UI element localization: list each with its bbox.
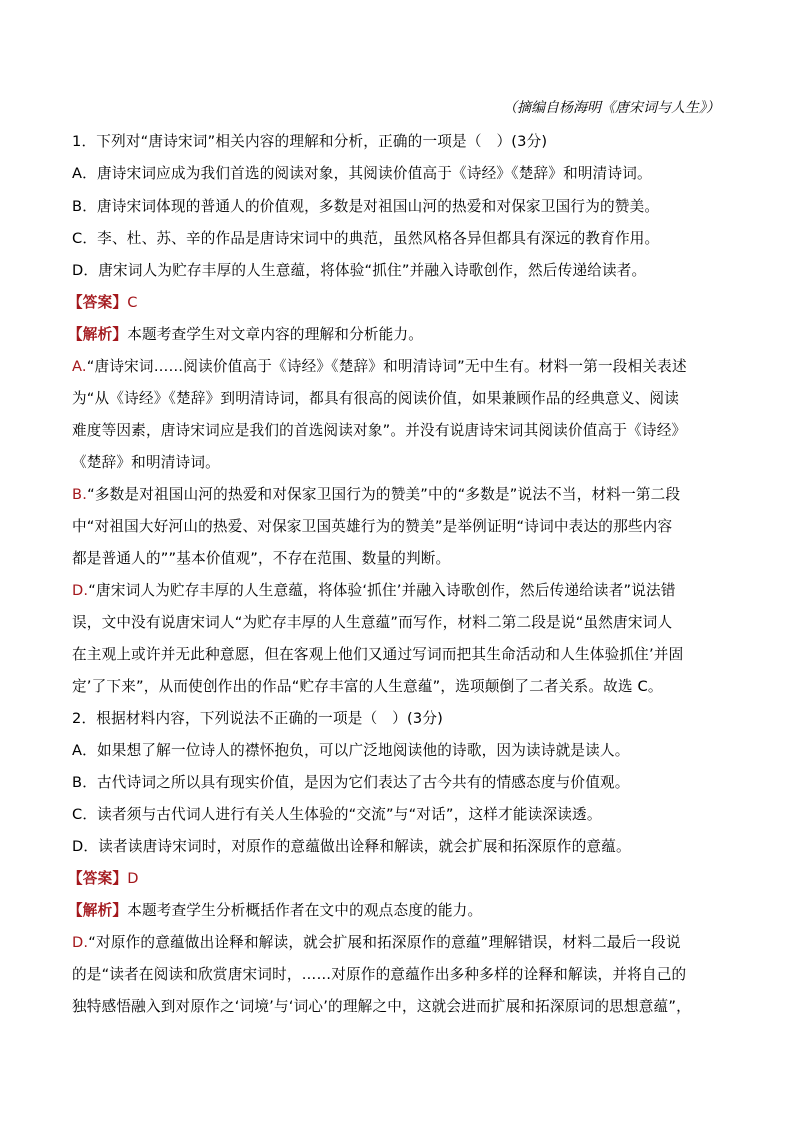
source-citation: （摘编自杨海明《唐宋词与人生》） <box>503 100 720 116</box>
q1-option-d: D．唐宋词人为贮存丰厚的人生意蕴，将体验“抓住”并融入诗歌创作，然后传递给读者。 <box>72 262 647 279</box>
q2-explain-d-line: 的是“读者在阅读和欣赏唐宋词时，……对原作的意蕴作出多种多样的诠释和解读，并将自己的 <box>72 966 687 983</box>
answer-tag: 【答案】 <box>68 294 128 311</box>
analysis-text: 本题考查学生分析概括作者在文中的观点态度的能力。 <box>127 902 483 919</box>
option-label: D. <box>72 934 89 951</box>
q1-explain-a-line <box>72 357 687 377</box>
analysis-tag: 【解析】 <box>68 326 128 343</box>
q1-explain-a-line: 难度等因素，唐诗宋词应是我们的首选阅读对象”。并没有说唐诗宋词其阅读价值高于《诗经》 <box>72 422 687 439</box>
q1-explain-b-line: 都是普通人的””基本价值观”，不存在范围、数量的判断。 <box>72 550 451 567</box>
q2-option-c: C．读者须与古代词人进行有关人生体验的“交流”与“对话”，这样才能读深读透。 <box>72 806 602 823</box>
q2-answer <box>68 869 139 889</box>
q1-explain-d-line: 定’了下来”，从而使创作出的作品“贮存丰富的人生意蕴”，选项颠倒了二者关系。故选 C。 <box>72 678 663 695</box>
q2-explain-d-line: 独特感悟融入到对原作之‘词境’与‘词心’的理解之中，这就会进而扩展和拓深原词的思想意蕴”， <box>72 998 691 1015</box>
q1-explain-d-line: 在主观上或许并无此种意愿，但在客观上他们又通过写词而把其生命活动和人生体验抓住’并固 <box>72 646 684 663</box>
q1-option-a: A．唐诗宋词应成为我们首选的阅读对象，其阅读价值高于《诗经》《楚辞》和明清诗词。 <box>72 165 652 182</box>
explain-text: “多数是对祖国山河的热爱和对保家卫国行为的赞美”中的“多数是”说法不当，材料一第二段 <box>87 486 681 503</box>
answer-value: C <box>127 294 138 311</box>
explain-text: “对原作的意蕴做出诠释和解读，就会扩展和拓深原作的意蕴”理解错误，材料二最后一段说 <box>88 934 681 951</box>
option-label: A. <box>72 358 87 375</box>
option-label: D. <box>72 582 89 599</box>
q2-option-d: D．读者读唐诗宋词时，对原作的意蕴做出诠释和解读，就会扩展和拓深原作的意蕴。 <box>72 838 631 855</box>
explain-text: “唐诗宋词……阅读价值高于《诗经》《楚辞》和明清诗词”无中生有。材料一第一段相关表述 <box>86 358 687 375</box>
q2-option-b: B．古代诗词之所以具有现实价值，是因为它们表达了古今共有的情感态度与价值观。 <box>72 774 630 791</box>
analysis-tag: 【解析】 <box>68 902 128 919</box>
q1-explain-d-line <box>72 581 676 601</box>
answer-tag: 【答案】 <box>68 870 128 887</box>
question-2: 2．根据材料内容，下列说法不正确的一项是（ ）(3分) <box>72 710 444 727</box>
explain-text: “唐宋词人为贮存丰厚的人生意蕴，将体验‘抓住’并融入诗歌创作，然后传递给读者”说法错 <box>88 582 676 599</box>
q2-option-a: A．如果想了解一位诗人的襟怀抱负，可以广泛地阅读他的诗歌，因为读诗就是读人。 <box>72 742 630 759</box>
q1-explain-b-line <box>72 485 680 505</box>
answer-value: D <box>127 870 139 887</box>
q1-answer <box>68 293 138 313</box>
q1-explain-a-line: 为“从《诗经》《楚辞》到明清诗词，都具有很高的阅读价值，如果兼顾作品的经典意义、阅读 <box>72 390 680 407</box>
q2-explain-d-line <box>72 933 681 953</box>
q1-analysis <box>68 325 423 345</box>
q1-explain-d-line: 误，文中没有说唐宋词人“为贮存丰厚的人生意蕴”而写作，材料二第二段是说“虽然唐宋词人 <box>72 614 673 631</box>
option-label: B. <box>72 486 88 503</box>
q2-analysis <box>68 901 482 921</box>
question-1: 1．下列对“唐诗宋词”相关内容的理解和分析，正确的一项是（ ）(3分) <box>72 133 548 150</box>
q1-option-b: B．唐诗宋词体现的普通人的价值观，多数是对祖国山河的热爱和对保家卫国行为的赞美。 <box>72 198 660 215</box>
q1-explain-b-line: 中“对祖国大好河山的热爱、对保家卫国英雄行为的赞美”是举例证明“诗词中表达的那些内容 <box>72 518 673 535</box>
analysis-text: 本题考查学生对文章内容的理解和分析能力。 <box>127 326 424 343</box>
q1-option-c: C．李、杜、苏、辛的作品是唐诗宋词中的典范，虽然风格各异但都具有深远的教育作用。 <box>72 230 660 247</box>
q1-explain-a-line: 《楚辞》和明清诗词。 <box>72 454 220 471</box>
